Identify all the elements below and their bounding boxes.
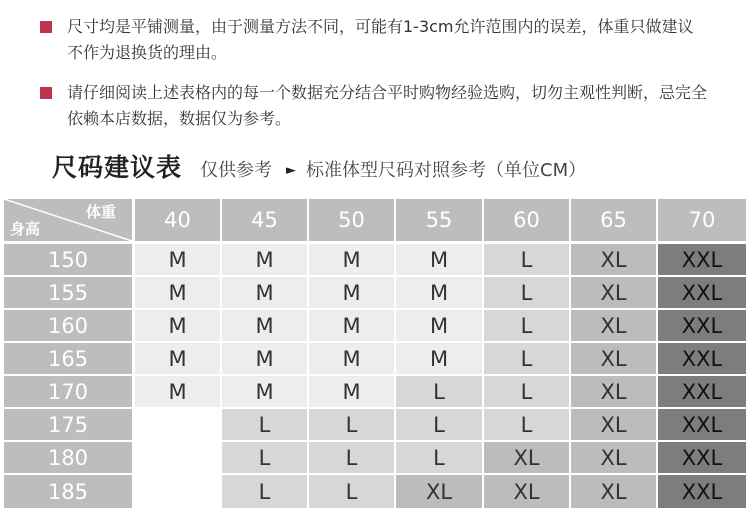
subtitle-detail: 标准体型尺码对照参考（单位CM） bbox=[306, 160, 587, 181]
size-cell: M bbox=[309, 376, 394, 407]
size-cell: L bbox=[484, 244, 569, 275]
height-header: 185 bbox=[4, 475, 132, 508]
corner-weight-label: 体重 bbox=[85, 203, 116, 221]
size-cell: XL bbox=[571, 310, 656, 341]
blank-cell bbox=[135, 442, 220, 473]
height-header: 150 bbox=[4, 244, 132, 275]
size-cell: M bbox=[222, 376, 307, 407]
weight-header: 65 bbox=[571, 199, 656, 241]
size-cell: M bbox=[135, 244, 220, 275]
size-cell: L bbox=[484, 277, 569, 308]
size-cell: XXL bbox=[658, 244, 746, 275]
size-cell: M bbox=[396, 310, 482, 341]
size-table bbox=[4, 199, 746, 511]
bullet-square-icon bbox=[40, 87, 52, 99]
size-cell: L bbox=[222, 409, 307, 440]
weight-header: 50 bbox=[309, 199, 394, 241]
corner-height-label: 身高 bbox=[10, 220, 41, 238]
bullet-square-icon bbox=[40, 21, 52, 33]
size-cell: XXL bbox=[658, 409, 746, 440]
size-cell: M bbox=[309, 244, 394, 275]
size-cell: M bbox=[396, 277, 482, 308]
size-cell: XXL bbox=[658, 310, 746, 341]
size-cell: L bbox=[222, 442, 307, 473]
note-text: 请仔细阅读上述表格内的每一个数据充分结合平时购物经验选购，切勿主观性判断，忌完全依赖本店数据，数据仅为参考。 bbox=[67, 83, 708, 128]
size-cell: M bbox=[135, 277, 220, 308]
size-cell: M bbox=[309, 310, 394, 341]
size-cell: XXL bbox=[658, 277, 746, 308]
note-text: 尺寸均是平铺测量，由于测量方法不同，可能有1-3cm允许范围内的误差，体重只做建议不作为退换货的理由。 bbox=[67, 17, 694, 62]
size-cell: M bbox=[222, 343, 307, 374]
title-row bbox=[52, 148, 586, 184]
size-cell: M bbox=[222, 277, 307, 308]
height-header: 165 bbox=[4, 343, 132, 374]
size-cell: XL bbox=[571, 376, 656, 407]
arrow-right-icon: ► bbox=[286, 163, 297, 178]
weight-header: 45 bbox=[222, 199, 307, 241]
size-cell: L bbox=[309, 475, 394, 508]
weight-header: 60 bbox=[484, 199, 569, 241]
size-cell: XL bbox=[571, 244, 656, 275]
size-cell: XXL bbox=[658, 475, 746, 508]
size-cell: L bbox=[396, 376, 482, 407]
size-cell: M bbox=[222, 310, 307, 341]
size-cell: XL bbox=[484, 475, 569, 508]
size-cell: L bbox=[484, 409, 569, 440]
size-cell: M bbox=[222, 244, 307, 275]
size-cell: XL bbox=[571, 343, 656, 374]
size-cell: M bbox=[135, 343, 220, 374]
blank-cell bbox=[135, 475, 220, 508]
size-cell: M bbox=[309, 343, 394, 374]
weight-header: 55 bbox=[396, 199, 482, 241]
note-item bbox=[40, 80, 707, 132]
size-cell: XL bbox=[484, 442, 569, 473]
size-cell: XL bbox=[571, 475, 656, 508]
height-header: 180 bbox=[4, 442, 132, 473]
size-cell: L bbox=[222, 475, 307, 508]
size-cell: XXL bbox=[658, 442, 746, 473]
blank-cell bbox=[135, 409, 220, 440]
size-cell: L bbox=[484, 310, 569, 341]
size-cell: L bbox=[396, 442, 482, 473]
note-item bbox=[40, 14, 707, 66]
weight-header: 70 bbox=[658, 199, 746, 241]
size-cell: XL bbox=[396, 475, 482, 508]
size-cell: XL bbox=[571, 277, 656, 308]
size-cell: XXL bbox=[658, 343, 746, 374]
size-cell: L bbox=[484, 343, 569, 374]
size-cell: L bbox=[309, 409, 394, 440]
page-title: 尺码建议表 bbox=[52, 153, 183, 182]
table-corner-header bbox=[4, 199, 132, 241]
size-cell: M bbox=[309, 277, 394, 308]
size-cell: M bbox=[135, 310, 220, 341]
size-cell: XL bbox=[571, 409, 656, 440]
size-cell: XL bbox=[571, 442, 656, 473]
subtitle: 仅供参考 bbox=[200, 160, 273, 181]
height-header: 155 bbox=[4, 277, 132, 308]
height-header: 170 bbox=[4, 376, 132, 407]
size-cell: M bbox=[396, 244, 482, 275]
weight-header: 40 bbox=[135, 199, 220, 241]
size-cell: L bbox=[309, 442, 394, 473]
height-header: 175 bbox=[4, 409, 132, 440]
height-header: 160 bbox=[4, 310, 132, 341]
size-cell: M bbox=[135, 376, 220, 407]
size-cell: L bbox=[396, 409, 482, 440]
size-cell: M bbox=[396, 343, 482, 374]
size-cell: L bbox=[484, 376, 569, 407]
size-cell: XXL bbox=[658, 376, 746, 407]
